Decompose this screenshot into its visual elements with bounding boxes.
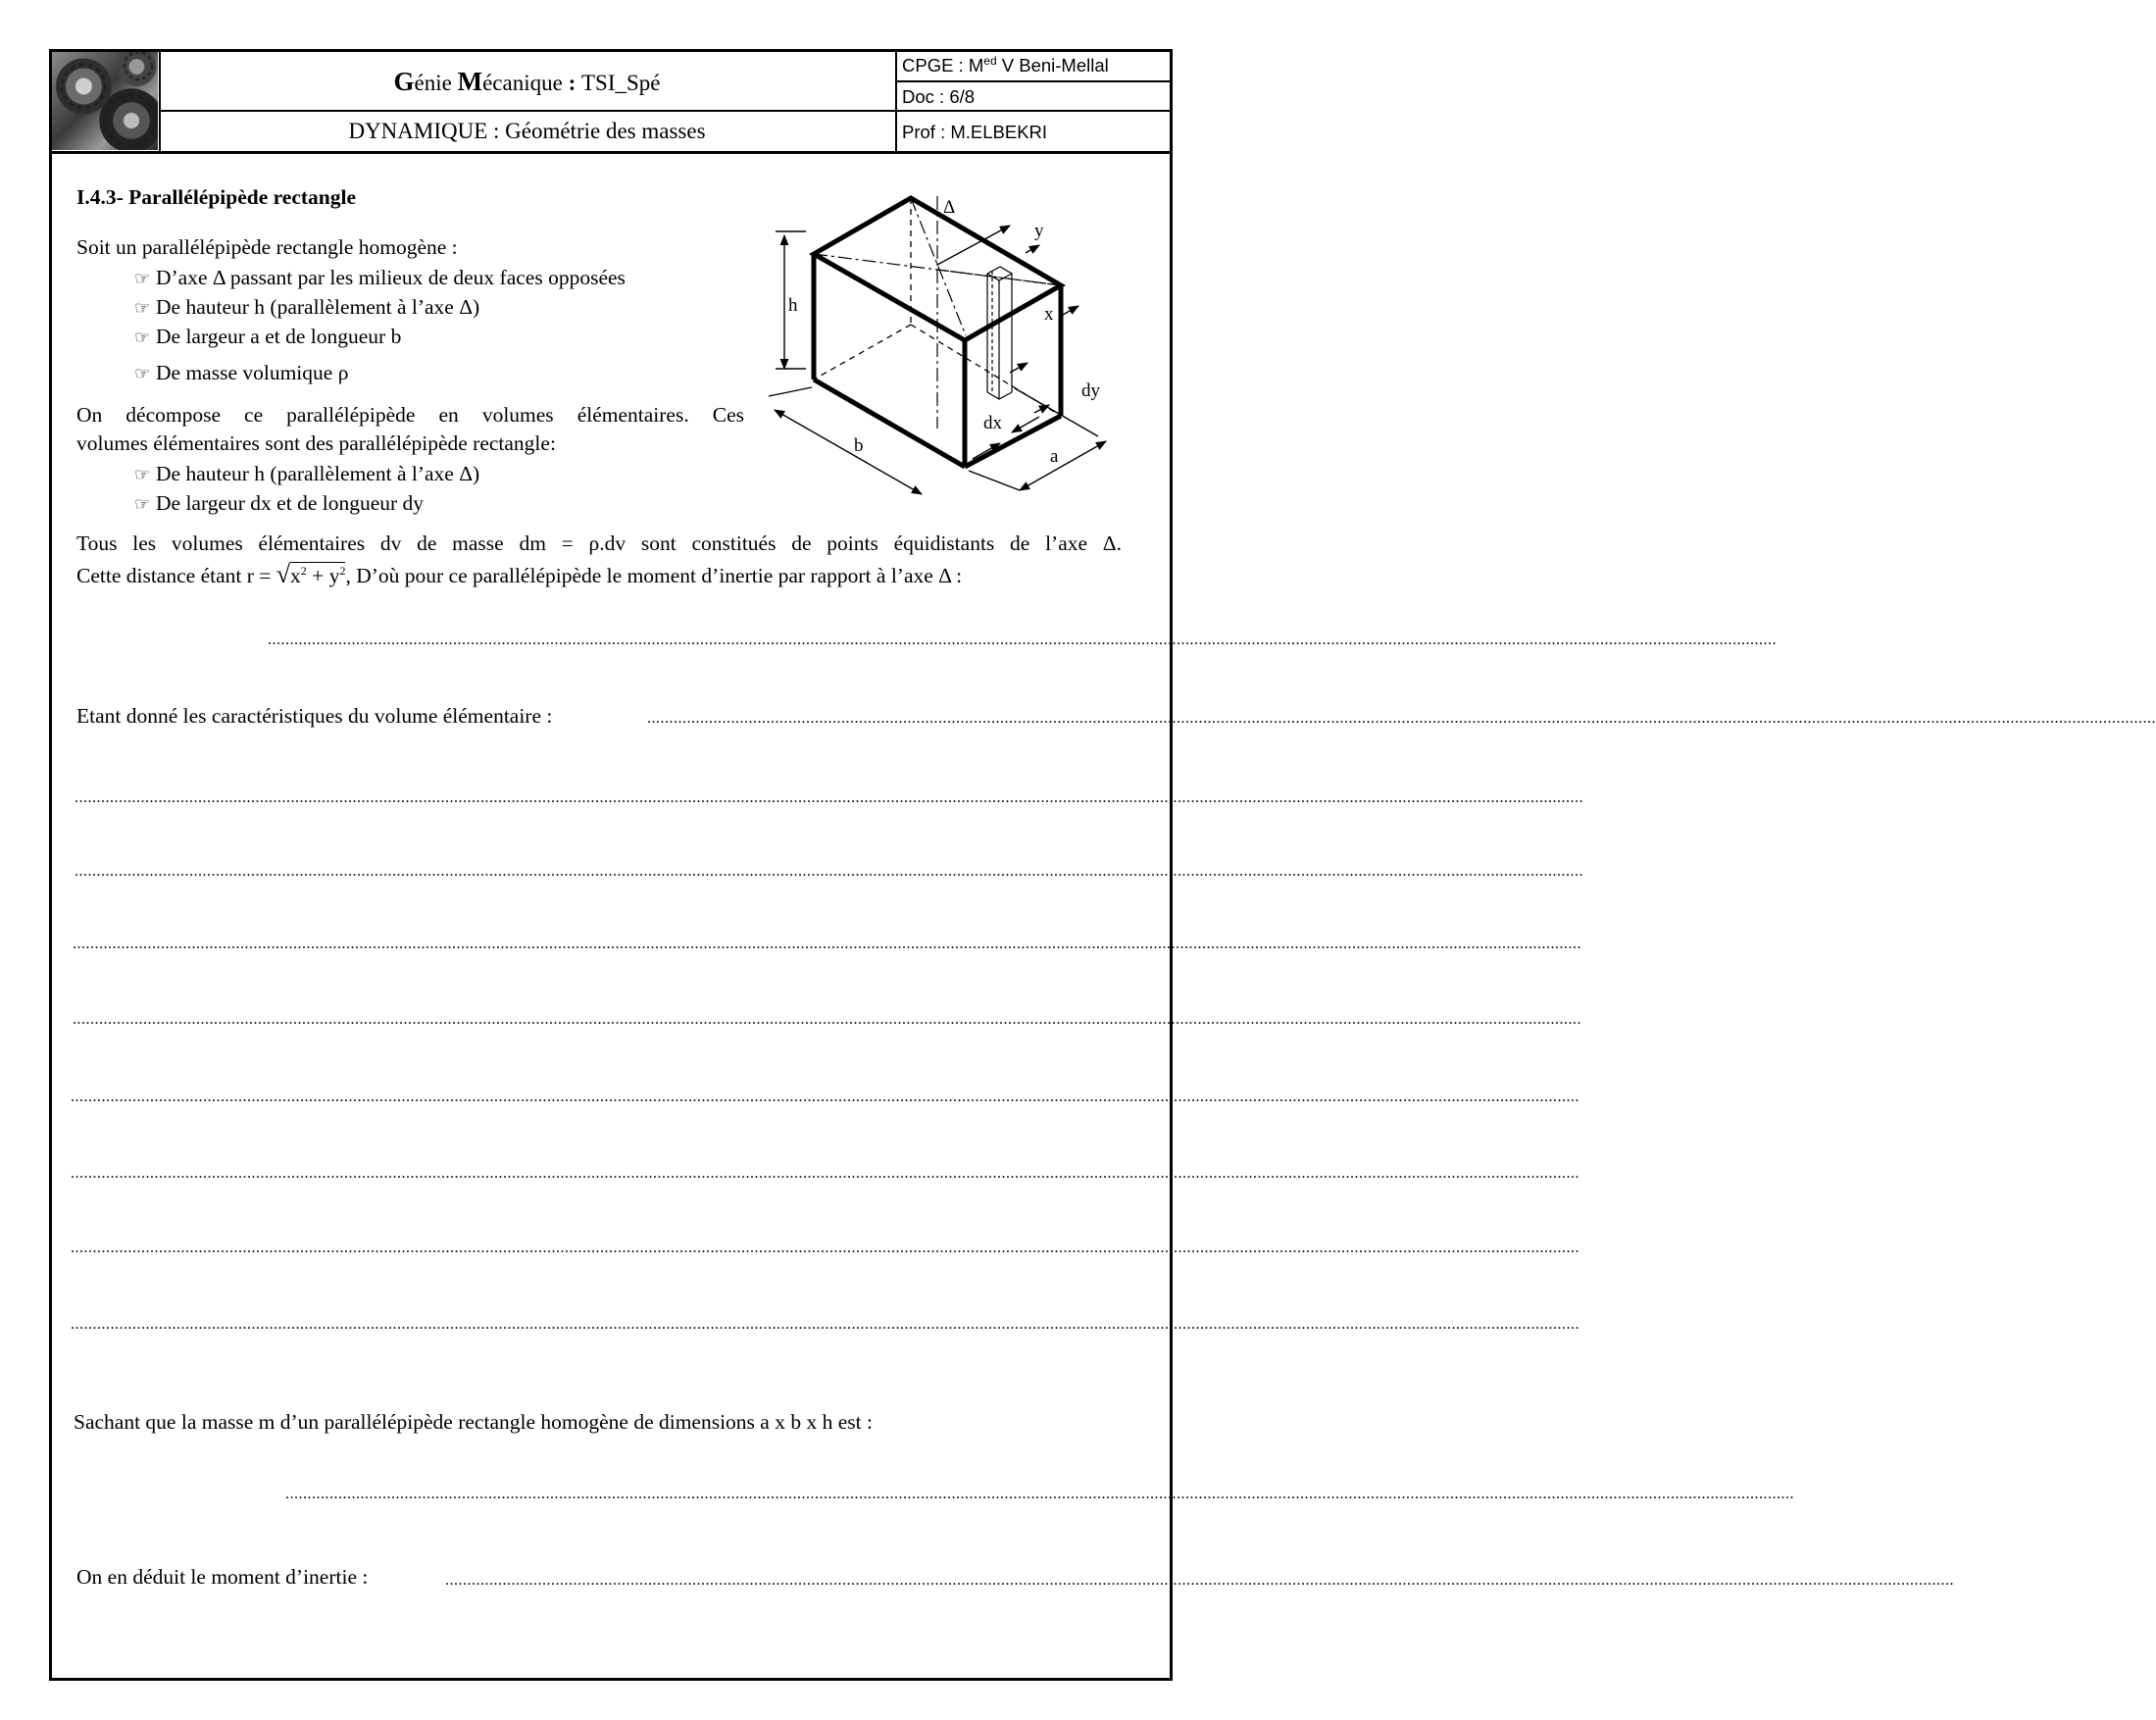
- figure-label-x: x: [1044, 304, 1054, 325]
- figure-label-b: b: [854, 435, 864, 456]
- pointing-hand-icon: ☞: [134, 298, 151, 318]
- pointing-hand-icon: ☞: [134, 269, 151, 288]
- bullet-item: ☞ De masse volumique ρ: [134, 361, 349, 384]
- subtitle: DYNAMIQUE : Géométrie des masses: [348, 119, 706, 143]
- figure-label-h: h: [788, 295, 798, 316]
- paragraph-line-1: Tous les volumes élémentaires dv de masse dm = ρ.dv sont constitués de points équidistants de l’axe Δ.: [76, 531, 1122, 555]
- decomp-line-1: On décompose ce parallélépipède en volumes élémentaires. Ces: [76, 403, 744, 427]
- deduce-label: On en déduit le moment d’inertie :: [76, 1565, 369, 1589]
- pointing-hand-icon: ☞: [134, 494, 151, 514]
- answer-line[interactable]: ......................................................................................................................................................................................................................................................................................................................................................: [71, 1088, 1579, 1105]
- doc-label: Doc : 6/8: [902, 86, 976, 107]
- bullet-item: ☞ De largeur dx et de longueur dy: [134, 491, 425, 515]
- bullet-item: ☞ De largeur a et de longueur b: [134, 325, 402, 348]
- pointing-hand-icon: ☞: [134, 465, 151, 484]
- figure-label-y: y: [1034, 221, 1044, 241]
- answer-line[interactable]: ......................................................................................................................................................................................................................................................................................................................................................: [73, 936, 1581, 952]
- pointing-hand-icon: ☞: [134, 364, 151, 383]
- decomp-line-2: volumes élémentaires sont des parallélépipède rectangle:: [76, 431, 556, 455]
- answer-line[interactable]: ......................................................................................................................................................................................................................................................................................................................................................: [71, 1239, 1579, 1256]
- answer-line[interactable]: ......................................................................................................................................................................................................................................................................................................................................................: [73, 1011, 1581, 1028]
- bullet-item: ☞ D’axe Δ passant par les milieux de deux faces opposées: [134, 266, 626, 289]
- gears-logo: [52, 52, 158, 150]
- prof-label: Prof : M.ELBEKRI: [902, 122, 1048, 142]
- parallelepiped-figure: [755, 186, 1118, 490]
- answer-line[interactable]: ......................................................................................................................................................................................................................................................................................................................................................: [71, 1316, 1579, 1333]
- mass-label: Sachant que la masse m d’un parallélépipède rectangle homogène de dimensions a x b x h est :: [74, 1410, 873, 1434]
- intro-text: Soit un parallélépipède rectangle homogène :: [76, 235, 458, 259]
- answer-line[interactable]: ......................................................................................................................................................................................................................................................................................................................................................: [75, 789, 1583, 806]
- section-title: I.4.3- Parallélépipède rectangle: [76, 185, 357, 209]
- answer-line[interactable]: ......................................................................................................................................................................................................................................................................................................................................................: [285, 1486, 1794, 1502]
- given-label: Etant donné les caractéristiques du volume élémentaire :: [76, 704, 553, 728]
- course-title: Génie Mécanique : TSI_Spé: [393, 67, 661, 96]
- figure-label-a: a: [1050, 446, 1059, 467]
- answer-line[interactable]: ......................................................................................................................................................................................................................................................................................................................................................: [268, 632, 1777, 648]
- answer-line[interactable]: ......................................................................................................................................................................................................................................................................................................................................................: [75, 863, 1583, 880]
- sqrt-symbol: √: [276, 560, 291, 588]
- figure-label-dy: dy: [1081, 380, 1100, 401]
- school-label: CPGE : $M^{ed}$ V Beni-Mellal: [902, 53, 1109, 76]
- figure-label-dx: dx: [983, 413, 1002, 433]
- answer-line[interactable]: ......................................................................................................................................................................................................................................................................................................................................................: [647, 710, 2156, 727]
- answer-line[interactable]: ......................................................................................................................................................................................................................................................................................................................................................: [71, 1165, 1579, 1182]
- figure-label-delta: Δ: [943, 197, 956, 218]
- pointing-hand-icon: ☞: [134, 328, 151, 347]
- paragraph-line-2: Cette distance étant $r = √x^2 + y^2$, D’où pour ce parallélépipède le moment d’inertie par rapport à l’axe Δ :: [76, 560, 963, 588]
- bullet-item: ☞ De hauteur h (parallèlement à l’axe Δ): [134, 295, 480, 319]
- bullet-item: ☞ De hauteur h (parallèlement à l’axe Δ): [134, 462, 480, 485]
- answer-line[interactable]: ......................................................................................................................................................................................................................................................................................................................................................: [445, 1572, 1954, 1589]
